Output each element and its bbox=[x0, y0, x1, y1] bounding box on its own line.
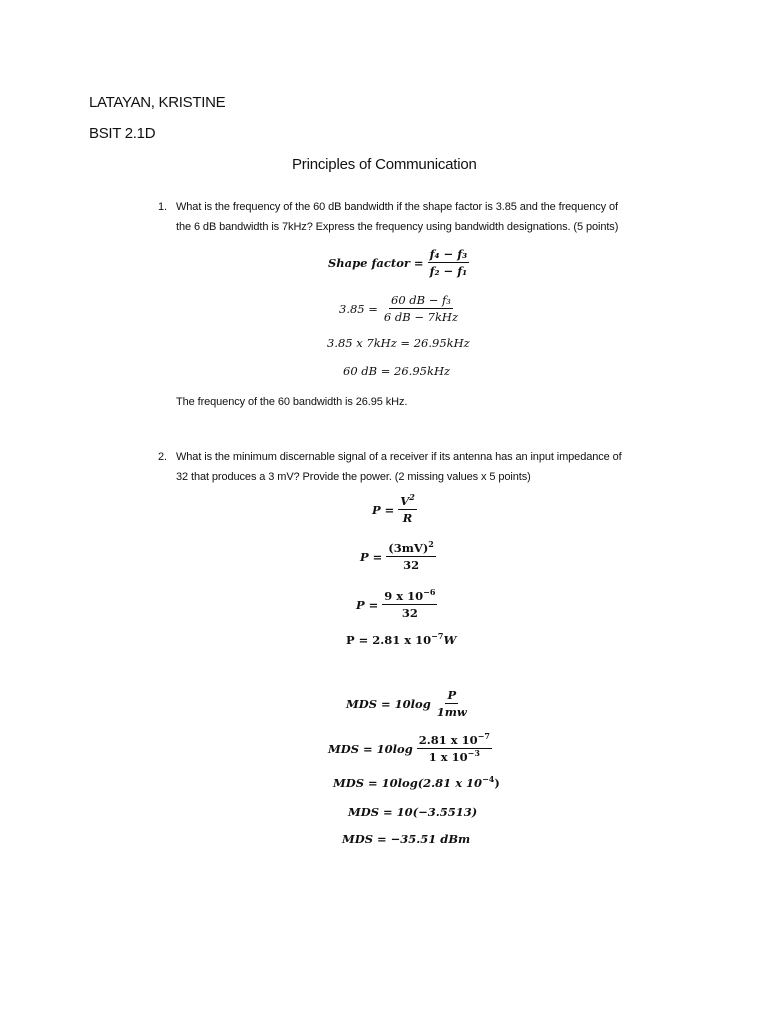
q1-number: 1. bbox=[158, 201, 167, 213]
q2-equation-mds-substitution bbox=[328, 733, 492, 764]
power-unit: W bbox=[443, 633, 457, 647]
fraction-numerator: f₄ − f₃ bbox=[429, 247, 468, 261]
q1-answer: The frequency of the 60 bandwidth is 26.95 kHz. bbox=[176, 396, 408, 408]
power-exponent: −7 bbox=[431, 631, 444, 641]
den-exponent: −3 bbox=[467, 748, 480, 758]
fraction-numerator: 60 dB − f₃ bbox=[391, 293, 451, 307]
q1-text-line2: the 6 dB bandwidth is 7kHz? Express the frequency using bandwidth designations. (5 points) bbox=[176, 221, 619, 233]
fraction-denominator: f₂ − f₁ bbox=[429, 264, 468, 278]
eq-lhs: P = bbox=[360, 549, 383, 564]
num-base: 9 x 10 bbox=[384, 589, 424, 603]
num-base: V bbox=[400, 494, 410, 508]
fraction-numerator bbox=[386, 541, 436, 557]
power-value: P = 2.81 x 10 bbox=[346, 633, 432, 647]
mds-exponent: −4 bbox=[482, 774, 495, 784]
mds-post: ) bbox=[494, 776, 500, 790]
q2-number: 2. bbox=[158, 451, 167, 463]
fraction-denominator: 6 dB − 7kHz bbox=[383, 310, 459, 324]
fraction-denominator: 1mw bbox=[436, 705, 467, 719]
fraction-numerator bbox=[417, 733, 492, 749]
q1-equation-shape-factor bbox=[328, 247, 469, 278]
q1-equation-result: 60 dB = 26.95kHz bbox=[343, 364, 451, 378]
q2-text-line2: 32 that produces a 3 mV? Provide the power. (2 missing values x 5 points) bbox=[176, 471, 531, 483]
q2-equation-mds-formula bbox=[346, 688, 469, 719]
fraction-numerator: P bbox=[447, 688, 457, 702]
num-base: 2.81 x 10 bbox=[418, 733, 478, 747]
fraction-denominator: R bbox=[402, 511, 413, 525]
fraction-denominator bbox=[427, 749, 482, 764]
eq-lhs: P = bbox=[372, 502, 395, 517]
q2-equation-mds-log: MDS = 10(−3.5513) bbox=[348, 805, 478, 819]
student-section: BSIT 2.1D bbox=[89, 125, 156, 142]
eq-lhs: MDS = 10log bbox=[328, 741, 413, 756]
q2-equation-mds-simplified bbox=[333, 776, 500, 790]
eq-lhs: 3.85 = bbox=[339, 301, 378, 316]
q2-equation-mds-result: MDS = −35.51 dBm bbox=[342, 832, 471, 846]
fraction-numerator bbox=[382, 589, 437, 605]
q2-equation-power-substitution bbox=[360, 541, 436, 572]
mds-pre: MDS = 10log(2.81 x 10 bbox=[333, 776, 483, 790]
num-exponent: −6 bbox=[423, 587, 436, 597]
num-exponent: −7 bbox=[477, 731, 490, 741]
q2-text-line1: What is the minimum discernable signal of a receiver if its antenna has an input impedance of bbox=[176, 451, 622, 463]
fraction bbox=[398, 494, 417, 525]
num-base: (3mV) bbox=[388, 541, 429, 555]
eq-lhs: P = bbox=[356, 597, 379, 612]
fraction-numerator bbox=[398, 494, 417, 510]
eq-lhs: Shape factor = bbox=[328, 255, 424, 270]
fraction bbox=[386, 541, 436, 572]
q2-equation-power-formula bbox=[372, 494, 417, 525]
den-base: 1 x 10 bbox=[428, 750, 468, 764]
fraction-denominator: 32 bbox=[403, 558, 420, 572]
q2-equation-power-squared bbox=[356, 589, 437, 620]
page-title: Principles of Communication bbox=[292, 156, 477, 173]
q1-equation-substitution bbox=[339, 293, 460, 324]
fraction bbox=[417, 733, 492, 764]
fraction bbox=[428, 247, 470, 278]
q2-equation-power-result bbox=[346, 633, 456, 647]
q1-text-line1: What is the frequency of the 60 dB bandwidth if the shape factor is 3.85 and the frequency of bbox=[176, 201, 618, 213]
fraction bbox=[382, 293, 460, 324]
num-exponent: 2 bbox=[428, 539, 434, 549]
num-exponent: 2 bbox=[409, 492, 415, 502]
fraction bbox=[435, 688, 469, 719]
student-name: LATAYAN, KRISTINE bbox=[89, 94, 226, 111]
fraction-denominator: 32 bbox=[401, 606, 418, 620]
q1-equation-product: 3.85 x 7kHz = 26.95kHz bbox=[327, 336, 470, 350]
eq-lhs: MDS = 10log bbox=[346, 696, 431, 711]
fraction bbox=[382, 589, 437, 620]
